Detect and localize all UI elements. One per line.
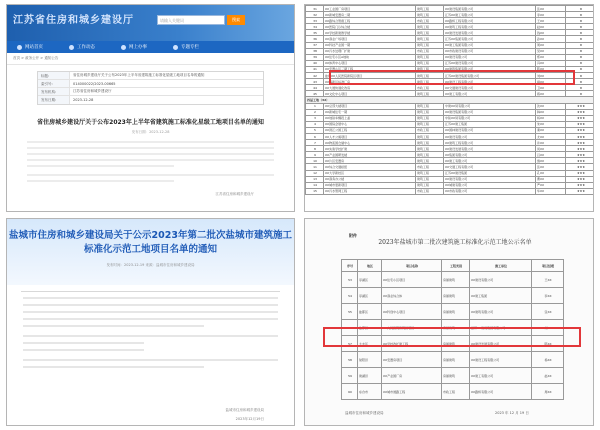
meta-key: 标题: — [38, 72, 70, 79]
table-cell: XX市政建设有限公司 — [444, 48, 536, 54]
table-cell: 3 — [306, 115, 324, 121]
table-cell: 建筑工程 — [416, 36, 444, 42]
article-header — [7, 219, 294, 285]
table-row — [306, 188, 595, 194]
meta-value: 2023-12-28 — [73, 98, 94, 102]
table-cell: 孔XX — [536, 170, 566, 176]
table-cell: 市政工程 — [416, 85, 444, 91]
table-cell: 31 — [306, 6, 324, 12]
table-cell: XX科技产业园一期 — [324, 42, 416, 48]
table-cell: ★★★ — [566, 140, 595, 146]
body-text — [7, 297, 294, 368]
table-cell: XX滨江公园工程 — [324, 127, 416, 133]
star-site-list-screenshot — [304, 4, 594, 212]
table-cell: 32 — [306, 12, 324, 18]
attachment-scan-screenshot — [304, 218, 594, 426]
project-list-table — [305, 5, 594, 195]
table-cell: 江苏XX建设集团有限公司 — [470, 320, 532, 336]
table-cell: ★ — [566, 48, 595, 54]
table-cell: 张XX — [536, 6, 566, 12]
table-cell: XX商务办公楼 — [324, 176, 416, 182]
table-cell: 55 — [342, 304, 358, 320]
table-cell: 建筑工程 — [416, 170, 444, 176]
table-cell: 39 — [306, 54, 324, 60]
table-cell: 建筑工程 — [416, 12, 444, 18]
table-cell: XX总部大楼项目 — [324, 103, 416, 109]
section-label: 四星工地（32） — [306, 97, 595, 103]
table-cell: XX片区安置房 — [324, 158, 416, 164]
table-cell: ★★★ — [566, 170, 595, 176]
table-cell: 建筑工程 — [416, 146, 444, 152]
table-header-row — [342, 260, 564, 272]
table-cell: ★★★ — [566, 133, 595, 139]
table-cell: 赵XX — [532, 368, 564, 384]
table-cell: XX建设集团有限公司 — [444, 109, 536, 115]
meta-value: 江苏省住房和城乡建设厅 — [73, 89, 112, 93]
table-cell: XX人民医院新院区项目 — [382, 320, 442, 336]
table-cell: 陈XX — [536, 66, 566, 72]
table-cell: 建筑工程 — [416, 140, 444, 146]
table-cell: 34 — [306, 24, 324, 30]
table-cell: 建筑工程 — [416, 73, 444, 79]
table-cell: 38 — [306, 48, 324, 54]
table-cell: 36 — [306, 36, 324, 42]
table-cell: 钱XX — [536, 30, 566, 36]
table-cell: ★ — [566, 66, 595, 72]
table-cell: ★★★ — [566, 152, 595, 158]
table-cell: 中建XX局有限公司 — [444, 103, 536, 109]
signature-org: 盐城市住房和城乡建设局 — [225, 408, 264, 412]
main-nav — [7, 41, 294, 53]
table-cell: ★ — [566, 30, 595, 36]
table-cell: XX人才公寓项目 — [324, 133, 416, 139]
table-cell: 建筑工程 — [416, 24, 444, 30]
table-cell: XX集团有限公司 — [444, 152, 536, 158]
table-cell: XX建工有限公司 — [444, 91, 536, 97]
search-input[interactable]: 请输入关键词 — [157, 15, 225, 25]
table-cell: ★ — [566, 36, 595, 42]
table-cell: 周XX — [532, 384, 564, 400]
table-cell: 周XX — [536, 42, 566, 48]
nav-news[interactable]: 工作动态 — [69, 44, 95, 50]
table-cell: 56 — [342, 320, 358, 336]
column-header: 工程类别 — [442, 260, 470, 272]
table-cell: XX路桥有限公司 — [470, 384, 532, 400]
table-cell: 亭湖区 — [358, 272, 382, 288]
city-notice-screenshot — [6, 218, 295, 426]
table-cell: ★ — [566, 73, 595, 79]
table-cell: 建筑工程 — [416, 42, 444, 48]
table-cell: 大丰区 — [358, 336, 382, 352]
table-cell: 6 — [306, 133, 324, 139]
search-button[interactable]: 搜索 — [227, 15, 245, 25]
table-cell: XX建筑工程有限公司 — [444, 140, 536, 146]
table-cell: ★★★ — [566, 182, 595, 188]
topic-icon — [173, 45, 178, 50]
table-cell: 建筑工程 — [416, 54, 444, 60]
table-cell: 杨XX — [536, 115, 566, 121]
table-cell: XX建工有限公司 — [444, 158, 536, 164]
nav-home[interactable]: 网站首页 — [17, 44, 43, 50]
table-cell: XX路桥工程有限公司 — [444, 18, 536, 24]
table-cell: XX文化中心项目 — [324, 91, 416, 97]
table-cell: 11 — [306, 164, 324, 170]
table-cell: XX城建有限公司 — [444, 182, 536, 188]
meta-key: 索引号: — [38, 80, 70, 87]
highlight-box — [323, 327, 581, 347]
table-cell: ★★★ — [566, 146, 595, 152]
table-cell: 建筑工程 — [416, 103, 444, 109]
nav-topic[interactable]: 专题专栏 — [173, 44, 199, 50]
table-cell: 建筑工程 — [416, 158, 444, 164]
table-cell: XX市政有限公司 — [444, 188, 536, 194]
meta-value: 014000022/2023-00665 — [73, 81, 116, 86]
table-cell: XX污水处理厂扩建 — [324, 48, 416, 54]
table-cell: 建筑工程 — [416, 133, 444, 139]
table-cell: 44 — [306, 85, 324, 91]
column-header: 项目名称 — [382, 260, 442, 272]
table-cell: 市政工程 — [442, 384, 470, 400]
column-header: 序号 — [342, 260, 358, 272]
meta-value: 省住房城乡建设厅关于公布2023年上半年省建筑施工标准化星级工地项目名单的通知 — [73, 73, 205, 77]
table-cell: 房屋建筑 — [442, 336, 470, 352]
table-cell: 江苏XX建工集团 — [444, 121, 536, 127]
table-cell: ★★★ — [566, 164, 595, 170]
table-cell: XX建设有限公司 — [470, 272, 532, 288]
table-cell: 7 — [306, 140, 324, 146]
meta-key: 发布日期: — [38, 96, 70, 104]
table-cell: 韩XX — [536, 109, 566, 115]
footer-date: 2023 年 12 月 19 日 — [495, 411, 529, 415]
table-cell: 华XX — [536, 188, 566, 194]
table-cell: 张XX — [536, 164, 566, 170]
table-row — [342, 288, 564, 304]
table-cell: XX科创中心项目 — [382, 304, 442, 320]
table-cell: 市政工程 — [416, 164, 444, 170]
table-cell: ★★★ — [566, 115, 595, 121]
table-cell: 12 — [306, 170, 324, 176]
table-cell: 房屋建筑 — [442, 288, 470, 304]
table-cell: 建筑工程 — [416, 182, 444, 188]
table-cell: 42 — [306, 73, 324, 79]
table-cell: XX物流园仓储中心 — [324, 140, 416, 146]
table-cell: 房屋建筑 — [442, 320, 470, 336]
table-cell: 王XX — [532, 272, 564, 288]
table-cell: ★ — [566, 6, 595, 12]
table-cell: 房屋建筑 — [442, 272, 470, 288]
table-cell: 13 — [306, 176, 324, 182]
table-cell: XX建筑工程有限公司 — [444, 24, 536, 30]
table-cell: 建筑工程 — [416, 109, 444, 115]
table-cell: ★★★ — [566, 121, 595, 127]
table-cell: ★★★ — [566, 176, 595, 182]
table-cell: 45 — [306, 91, 324, 97]
table-cell: 9 — [306, 152, 324, 158]
table-cell: XX污水管网工程 — [324, 188, 416, 194]
table-cell: XX工业园厂房项目 — [324, 6, 416, 12]
table-cell: XX城市更新项目 — [324, 182, 416, 188]
table-cell: XX建筑集团有限公司 — [444, 66, 536, 72]
table-cell: 江苏XX集团有限公司 — [444, 36, 536, 42]
table-cell: 房屋建筑 — [442, 352, 470, 368]
table-cell: 吴XX — [536, 48, 566, 54]
table-cell: 李XX — [532, 288, 564, 304]
table-cell: XX住宅小区A地块 — [324, 54, 416, 60]
table-cell: 秦XX — [536, 127, 566, 133]
table-cell: 15 — [306, 188, 324, 194]
table-cell: 建筑工程 — [416, 30, 444, 36]
table-cell: 市政工程 — [416, 127, 444, 133]
table-cell: XX实验学校扩建 — [324, 146, 416, 152]
table-cell: 37 — [306, 42, 324, 48]
table-cell: 14 — [306, 182, 324, 188]
table-cell: ★ — [566, 18, 595, 24]
table-cell: ★ — [566, 91, 595, 97]
table-cell: 房屋建筑 — [442, 304, 470, 320]
table-cell: 张XX — [532, 304, 564, 320]
table-cell: 蒋XX — [536, 91, 566, 97]
table-cell: 王XX — [536, 18, 566, 24]
page-title: 省住房城乡建设厅关于公布2023年上半年省建筑施工标准化星级工地项目名单的通知 — [37, 119, 264, 126]
table-row — [342, 352, 564, 368]
table-cell: 35 — [306, 30, 324, 36]
table-cell: XX产业园厂房 — [382, 368, 442, 384]
table-cell: XX安置小区三期工程 — [324, 66, 416, 72]
table-cell: 中铁XX局有限公司 — [444, 115, 536, 121]
table-cell: 建筑工程 — [416, 91, 444, 97]
table-cell: 赵XX — [536, 24, 566, 30]
table-cell: XX建筑有限公司 — [470, 304, 532, 320]
table-cell: 亭湖区 — [358, 288, 382, 304]
column-header: 地区 — [358, 260, 382, 272]
table-cell: XX建工有限公司 — [470, 368, 532, 384]
table-cell: ★★★ — [566, 103, 595, 109]
table-row — [342, 384, 564, 400]
table-cell: XX建工集团有限公司 — [444, 42, 536, 48]
table-cell: XX建设发展有限公司 — [444, 146, 536, 152]
nav-service[interactable]: 网上办事 — [121, 44, 147, 50]
highlight-box — [329, 70, 575, 85]
attachment-tag: 附件 — [349, 233, 357, 238]
signature: 江苏省住房和城乡建设厅 — [215, 192, 254, 196]
table-cell: 李XX — [536, 12, 566, 18]
table-cell: XX园林建设有限公司 — [444, 127, 536, 133]
table-cell: 54 — [342, 288, 358, 304]
table-cell: 冯XX — [536, 60, 566, 66]
table-cell: XX新城安置房二期 — [324, 12, 416, 18]
table-cell: XX建设有限公司 — [444, 176, 536, 182]
table-cell: 59 — [342, 368, 358, 384]
table-cell: 4 — [306, 121, 324, 127]
page-title: 盐城市住房和城乡建设局关于公示2023年第二批次盐城市建筑施工标准化示范工地项目名单的通知 — [9, 230, 292, 255]
column-header: 项目经理 — [532, 260, 564, 272]
table-cell: 5 — [306, 127, 324, 133]
table-cell: 刘XX — [536, 73, 566, 79]
table-cell: 盐都区 — [358, 304, 382, 320]
table-cell: 严XX — [536, 182, 566, 188]
table-cell: 吕XX — [536, 152, 566, 158]
document-meta-table — [37, 71, 264, 105]
table-cell: XX交通工程有限公司 — [444, 164, 536, 170]
table-cell: 房屋建筑 — [442, 368, 470, 384]
table-cell: 40 — [306, 60, 324, 66]
table-cell: 41 — [306, 66, 324, 72]
table-cell: 8 — [306, 146, 324, 152]
table-cell: 刘XX — [532, 320, 564, 336]
table-cell: XX学校新建教学楼 — [324, 30, 416, 36]
table-cell: XX商业综合体 — [382, 288, 442, 304]
table-cell: 57 — [342, 336, 358, 352]
table-cell: XX国际会展中心 — [324, 121, 416, 127]
table-cell: 东台市 — [358, 384, 382, 400]
table-cell: 盐都区 — [358, 320, 382, 336]
table-cell: XX城市道路工程 — [382, 384, 442, 400]
table-cell: 建筑工程 — [416, 60, 444, 66]
table-cell: XX地铁车辆段上盖 — [324, 115, 416, 121]
table-cell: 33 — [306, 18, 324, 24]
table-cell: XX建设有限公司 — [444, 54, 536, 60]
table-cell: 43 — [306, 79, 324, 85]
table-cell: 褚XX — [536, 79, 566, 85]
table-cell: 杨XX — [532, 352, 564, 368]
table-cell: XX大学新校区 — [324, 170, 416, 176]
table-cell: XX高新区标准厂房 — [324, 79, 416, 85]
table-cell: 2 — [306, 109, 324, 115]
table-cell: 建筑工程 — [416, 79, 444, 85]
table-cell: 郑XX — [536, 54, 566, 60]
table-cell: 60 — [342, 384, 358, 400]
footer-org: 盐城市住房和城乡建设局 — [345, 411, 384, 415]
table-cell: XX安置房项目 — [382, 352, 442, 368]
table-cell: 建筑工程 — [416, 152, 444, 158]
table-cell: 市政工程 — [416, 18, 444, 24]
table-cell: ★ — [566, 24, 595, 30]
attachment-title: 2023年盐城市第二批次建筑施工标准化示范工地公示名单 — [378, 239, 532, 246]
table-cell: 建筑工程 — [416, 121, 444, 127]
table-cell: XX建设工程有限公司 — [470, 352, 532, 368]
table-cell: 市政工程 — [416, 48, 444, 54]
table-cell: 市政工程 — [416, 188, 444, 194]
body-text — [7, 141, 294, 182]
table-cell: ★ — [566, 60, 595, 66]
column-header: 施工单位 — [470, 260, 532, 272]
table-cell: 58 — [342, 352, 358, 368]
provincial-notice-screenshot — [6, 4, 295, 212]
table-cell: 江苏XX建设集团有限公司 — [444, 73, 536, 79]
table-cell: 建筑工程 — [416, 176, 444, 182]
table-cell: 孙XX — [536, 36, 566, 42]
table-cell: ★★★ — [566, 158, 595, 164]
table-cell: ★ — [566, 54, 595, 60]
table-cell: XX医院门诊综合楼 — [324, 24, 416, 30]
breadcrumb[interactable]: 首页 > 政务公开 > 通知公告 — [7, 53, 294, 65]
table-cell: 陈XX — [532, 336, 564, 352]
table-row — [342, 272, 564, 288]
table-cell: XX交通建设有限公司 — [444, 85, 536, 91]
table-cell: XX综合交通枢纽 — [324, 164, 416, 170]
table-row — [342, 368, 564, 384]
publish-date: 发布日期：2023-12-28 — [131, 130, 170, 134]
table-cell: 江苏XX建设集团 — [444, 170, 536, 176]
table-cell: XX学校改扩建工程 — [382, 336, 442, 352]
table-cell: XX新城住宅一期 — [324, 109, 416, 115]
table-cell: XX建设工程有限公司 — [444, 79, 536, 85]
table-cell: XX建设发展有限公司 — [470, 336, 532, 352]
table-cell: XX建设集团有限公司 — [444, 6, 536, 12]
table-cell: 卫XX — [536, 85, 566, 91]
table-cell: 建筑工程 — [416, 6, 444, 12]
news-icon — [69, 45, 74, 50]
signature-date: 2023年12月19日 — [235, 417, 264, 421]
site-header — [7, 5, 294, 41]
table-cell: 1 — [306, 103, 324, 109]
table-cell: ★ — [566, 79, 595, 85]
table-cell: 建湖县 — [358, 368, 382, 384]
table-cell: 53 — [342, 272, 358, 288]
table-cell: XX建设发展有限公司 — [444, 30, 536, 36]
article-meta: 发布时间：2023-12-19 来源：盐城市住房和城乡建设局 — [106, 263, 195, 267]
table-cell: ★★★ — [566, 109, 595, 115]
table-cell: XX建工集团 — [470, 288, 532, 304]
table-cell: XX住宅小区项目 — [382, 272, 442, 288]
home-icon — [17, 45, 22, 50]
table-cell: 沈XX — [536, 103, 566, 109]
table-row — [342, 304, 564, 320]
table-cell: ★ — [566, 42, 595, 48]
table-cell: 施XX — [536, 158, 566, 164]
table-cell: 尤XX — [536, 133, 566, 139]
table-cell: 何XX — [536, 146, 566, 152]
table-cell: ★ — [566, 12, 595, 18]
table-cell: 江苏XX建设有限公司 — [444, 60, 536, 66]
table-cell: XX路综合管廊工程 — [324, 18, 416, 24]
table-cell: XX建设有限公司 — [444, 133, 536, 139]
table-cell: ★★★ — [566, 127, 595, 133]
table-cell: 江苏XX建工有限公司 — [444, 12, 536, 18]
table-cell: ★ — [566, 85, 595, 91]
site-logo[interactable]: 江苏省住房和城乡建设厅 — [13, 15, 134, 26]
table-cell: 射阳县 — [358, 352, 382, 368]
table-cell: XX体育中心项目 — [324, 60, 416, 66]
table-cell: 朱XX — [536, 121, 566, 127]
table-cell: 建筑工程 — [416, 66, 444, 72]
table-cell: 10 — [306, 158, 324, 164]
meta-key: 发布机构: — [38, 88, 70, 95]
table-cell: ★★★ — [566, 188, 595, 194]
table-cell: XX产业园研发楼 — [324, 152, 416, 158]
service-icon — [121, 45, 126, 50]
table-cell: 建筑工程 — [416, 115, 444, 121]
table-cell: 盐城XX人民医院新院区项目 — [324, 73, 416, 79]
table-cell: XX大道快速化改造 — [324, 85, 416, 91]
table-cell: XX商业广场项目 — [324, 36, 416, 42]
table-cell: 许XX — [536, 140, 566, 146]
table-cell: 曹XX — [536, 176, 566, 182]
